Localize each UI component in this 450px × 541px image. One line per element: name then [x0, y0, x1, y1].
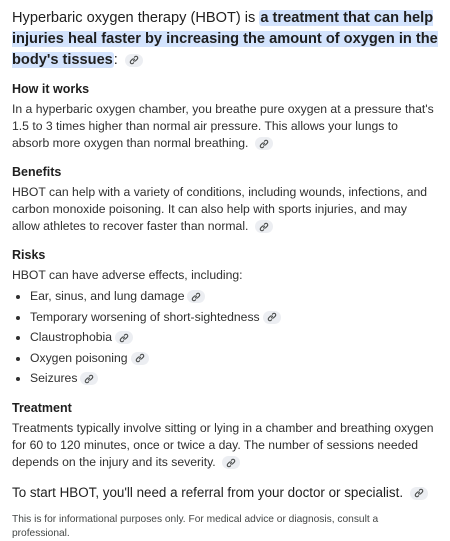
link-icon [191, 292, 201, 302]
source-link-button[interactable] [131, 352, 149, 365]
link-icon [259, 139, 269, 149]
how-it-works-text [12, 101, 438, 152]
link-icon [259, 222, 269, 232]
disclaimer: This is for informational purposes only. For medical advice or diagnosis, consult a professional. [12, 514, 379, 539]
link-icon [226, 458, 236, 468]
intro-prefix: Hyperbaric oxygen therapy (HBOT) is [12, 10, 260, 26]
benefits-heading: Benefits [12, 165, 62, 179]
risk-label: Oxygen poisoning [30, 350, 128, 365]
benefits-text [12, 184, 438, 235]
treatment-body: Treatments typically involve sitting or lying in a chamber and breathing oxygen for 60 to 120 minutes, once or twice a day. The number of sessions needed depends on the injury and its severity. [12, 421, 434, 469]
risk-label: Ear, sinus, and lung damage [30, 289, 185, 303]
source-link-button[interactable] [255, 137, 273, 150]
intro-paragraph [12, 8, 438, 71]
source-link-button[interactable] [80, 372, 98, 385]
link-icon [119, 333, 129, 343]
risk-label: Claustrophobia [30, 330, 112, 344]
risks-heading: Risks [12, 248, 46, 262]
risks-intro: HBOT can have adverse effects, including: [12, 268, 243, 282]
treatment-heading: Treatment [12, 401, 72, 415]
link-icon [135, 353, 145, 363]
intro-suffix: : [113, 52, 118, 68]
list-item [30, 350, 438, 366]
how-it-works-heading: How it works [12, 82, 90, 96]
risks-list [12, 288, 438, 386]
source-link-button[interactable] [263, 311, 281, 324]
source-link-button[interactable] [255, 220, 273, 233]
link-icon [84, 374, 94, 384]
link-icon [129, 55, 139, 65]
treatment-text [12, 420, 438, 471]
risk-label: Temporary worsening of short-sightedness [30, 309, 260, 324]
source-link-button[interactable] [410, 487, 428, 500]
link-icon [414, 488, 424, 498]
intro-highlight: a treatment that can help injuries heal faster by increasing the amount of oxygen in the body's tissues [12, 10, 438, 68]
risk-label: Seizures [30, 371, 78, 385]
list-item [30, 370, 438, 386]
source-link-button[interactable] [222, 456, 240, 469]
link-icon [267, 312, 277, 322]
how-it-works-body: In a hyperbaric oxygen chamber, you breathe pure oxygen at a pressure that's 1.5 to 3 times higher than normal air pressure. This allows your lungs to absorb more oxygen than normal breathing. [12, 102, 434, 150]
source-link-button[interactable] [125, 54, 143, 67]
benefits-body: HBOT can help with a variety of conditions, including wounds, infections, and carbon monoxide poisoning. It can also help with sports injuries, and may allow athletes to recover faster than normal. [12, 185, 428, 233]
source-link-button[interactable] [115, 331, 133, 344]
list-item [30, 329, 438, 345]
closing-paragraph [12, 483, 438, 503]
list-item [30, 288, 438, 304]
closing-text: To start HBOT, you'll need a referral from your doctor or specialist. [12, 485, 404, 500]
list-item [30, 309, 438, 325]
source-link-button[interactable] [187, 290, 205, 303]
